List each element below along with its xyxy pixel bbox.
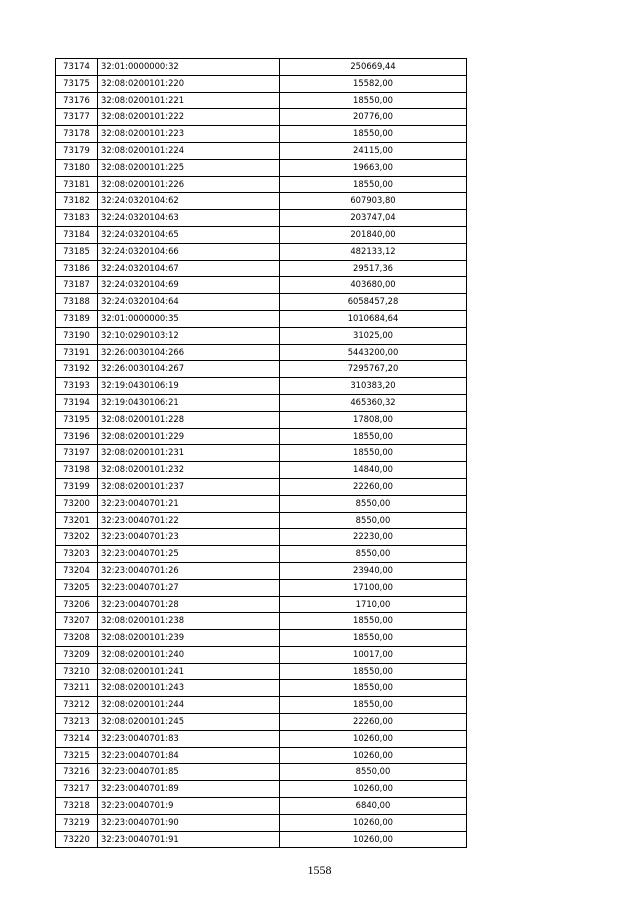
table-row <box>56 445 467 462</box>
table-row <box>56 730 467 747</box>
row-id-cell: 73212 <box>56 697 98 714</box>
row-id-cell: 73197 <box>56 445 98 462</box>
page-number: 1558 <box>307 863 332 877</box>
value-cell: 18550,00 <box>280 663 467 680</box>
table-row <box>56 462 467 479</box>
cadastral-number-cell: 32:10:0290103:12 <box>98 327 280 344</box>
table-row <box>56 159 467 176</box>
cadastral-number-cell: 32:23:0040701:22 <box>98 512 280 529</box>
cadastral-number-cell: 32:24:0320104:62 <box>98 193 280 210</box>
value-cell: 18550,00 <box>280 630 467 647</box>
row-id-cell: 73203 <box>56 546 98 563</box>
table-row <box>56 831 467 848</box>
value-cell: 24115,00 <box>280 142 467 159</box>
cadastral-number-cell: 32:08:0200101:220 <box>98 75 280 92</box>
table-row <box>56 663 467 680</box>
value-cell: 10017,00 <box>280 646 467 663</box>
value-cell: 22260,00 <box>280 714 467 731</box>
row-id-cell: 73213 <box>56 714 98 731</box>
value-cell: 250669,44 <box>280 59 467 76</box>
cadastral-number-cell: 32:23:0040701:85 <box>98 764 280 781</box>
cadastral-number-cell: 32:23:0040701:28 <box>98 596 280 613</box>
row-id-cell: 73211 <box>56 680 98 697</box>
table-row <box>56 529 467 546</box>
row-id-cell: 73182 <box>56 193 98 210</box>
table-row <box>56 142 467 159</box>
row-id-cell: 73190 <box>56 327 98 344</box>
table-row <box>56 126 467 143</box>
cadastral-number-cell: 32:08:0200101:231 <box>98 445 280 462</box>
table-row <box>56 512 467 529</box>
table-row <box>56 562 467 579</box>
row-id-cell: 73208 <box>56 630 98 647</box>
row-id-cell: 73201 <box>56 512 98 529</box>
value-cell: 20776,00 <box>280 109 467 126</box>
table-row <box>56 747 467 764</box>
value-cell: 8550,00 <box>280 495 467 512</box>
table-row <box>56 210 467 227</box>
cadastral-number-cell: 32:08:0200101:224 <box>98 142 280 159</box>
table-row <box>56 226 467 243</box>
table-row <box>56 546 467 563</box>
table-row <box>56 294 467 311</box>
table-row <box>56 680 467 697</box>
table-row <box>56 75 467 92</box>
table-row <box>56 714 467 731</box>
cadastral-number-cell: 32:26:0030104:266 <box>98 344 280 361</box>
cadastral-number-cell: 32:23:0040701:9 <box>98 798 280 815</box>
cadastral-number-cell: 32:08:0200101:226 <box>98 176 280 193</box>
row-id-cell: 73215 <box>56 747 98 764</box>
value-cell: 5443200,00 <box>280 344 467 361</box>
value-cell: 19663,00 <box>280 159 467 176</box>
table-row <box>56 764 467 781</box>
row-id-cell: 73216 <box>56 764 98 781</box>
value-cell: 22260,00 <box>280 478 467 495</box>
data-table <box>55 58 467 848</box>
cadastral-number-cell: 32:08:0200101:244 <box>98 697 280 714</box>
value-cell: 18550,00 <box>280 176 467 193</box>
table-row <box>56 277 467 294</box>
row-id-cell: 73193 <box>56 378 98 395</box>
table-row <box>56 176 467 193</box>
row-id-cell: 73186 <box>56 260 98 277</box>
cadastral-number-cell: 32:08:0200101:223 <box>98 126 280 143</box>
value-cell: 203747,04 <box>280 210 467 227</box>
row-id-cell: 73183 <box>56 210 98 227</box>
table-row <box>56 193 467 210</box>
cadastral-number-cell: 32:23:0040701:27 <box>98 579 280 596</box>
cadastral-number-cell: 32:24:0320104:63 <box>98 210 280 227</box>
table-row <box>56 361 467 378</box>
value-cell: 10260,00 <box>280 781 467 798</box>
cadastral-number-cell: 32:24:0320104:64 <box>98 294 280 311</box>
value-cell: 10260,00 <box>280 747 467 764</box>
cadastral-number-cell: 32:24:0320104:66 <box>98 243 280 260</box>
value-cell: 6058457,28 <box>280 294 467 311</box>
row-id-cell: 73200 <box>56 495 98 512</box>
value-cell: 8550,00 <box>280 546 467 563</box>
row-id-cell: 73181 <box>56 176 98 193</box>
cadastral-number-cell: 32:01:0000000:32 <box>98 59 280 76</box>
value-cell: 15582,00 <box>280 75 467 92</box>
row-id-cell: 73189 <box>56 310 98 327</box>
table-row <box>56 781 467 798</box>
value-cell: 6840,00 <box>280 798 467 815</box>
table-row <box>56 596 467 613</box>
table-row <box>56 814 467 831</box>
row-id-cell: 73176 <box>56 92 98 109</box>
cadastral-number-cell: 32:23:0040701:26 <box>98 562 280 579</box>
table-row <box>56 798 467 815</box>
cadastral-number-cell: 32:23:0040701:23 <box>98 529 280 546</box>
table-row <box>56 646 467 663</box>
cadastral-number-cell: 32:24:0320104:65 <box>98 226 280 243</box>
row-id-cell: 73207 <box>56 613 98 630</box>
value-cell: 22230,00 <box>280 529 467 546</box>
cadastral-number-cell: 32:08:0200101:232 <box>98 462 280 479</box>
value-cell: 403680,00 <box>280 277 467 294</box>
row-id-cell: 73175 <box>56 75 98 92</box>
cadastral-number-cell: 32:08:0200101:239 <box>98 630 280 647</box>
row-id-cell: 73199 <box>56 478 98 495</box>
value-cell: 7295767,20 <box>280 361 467 378</box>
row-id-cell: 73219 <box>56 814 98 831</box>
row-id-cell: 73214 <box>56 730 98 747</box>
cadastral-number-cell: 32:08:0200101:228 <box>98 411 280 428</box>
table-row <box>56 411 467 428</box>
value-cell: 18550,00 <box>280 445 467 462</box>
row-id-cell: 73218 <box>56 798 98 815</box>
table-row <box>56 579 467 596</box>
row-id-cell: 73209 <box>56 646 98 663</box>
value-cell: 10260,00 <box>280 814 467 831</box>
value-cell: 17100,00 <box>280 579 467 596</box>
table-row <box>56 495 467 512</box>
table-row <box>56 310 467 327</box>
cadastral-number-cell: 32:08:0200101:222 <box>98 109 280 126</box>
cadastral-number-cell: 32:23:0040701:90 <box>98 814 280 831</box>
cadastral-number-cell: 32:08:0200101:225 <box>98 159 280 176</box>
cadastral-number-cell: 32:23:0040701:91 <box>98 831 280 848</box>
value-cell: 31025,00 <box>280 327 467 344</box>
row-id-cell: 73210 <box>56 663 98 680</box>
cadastral-number-cell: 32:23:0040701:21 <box>98 495 280 512</box>
table-row <box>56 378 467 395</box>
row-id-cell: 73205 <box>56 579 98 596</box>
cadastral-number-cell: 32:23:0040701:83 <box>98 730 280 747</box>
table-row <box>56 344 467 361</box>
cadastral-number-cell: 32:19:0430106:19 <box>98 378 280 395</box>
row-id-cell: 73178 <box>56 126 98 143</box>
cadastral-number-cell: 32:23:0040701:84 <box>98 747 280 764</box>
row-id-cell: 73220 <box>56 831 98 848</box>
row-id-cell: 73184 <box>56 226 98 243</box>
value-cell: 18550,00 <box>280 697 467 714</box>
value-cell: 18550,00 <box>280 92 467 109</box>
value-cell: 482133,12 <box>280 243 467 260</box>
table-row <box>56 478 467 495</box>
row-id-cell: 73195 <box>56 411 98 428</box>
value-cell: 607903,80 <box>280 193 467 210</box>
cadastral-number-cell: 32:01:0000000:35 <box>98 310 280 327</box>
row-id-cell: 73177 <box>56 109 98 126</box>
row-id-cell: 73179 <box>56 142 98 159</box>
row-id-cell: 73191 <box>56 344 98 361</box>
row-id-cell: 73192 <box>56 361 98 378</box>
table-row <box>56 109 467 126</box>
row-id-cell: 73180 <box>56 159 98 176</box>
row-id-cell: 73174 <box>56 59 98 76</box>
value-cell: 23940,00 <box>280 562 467 579</box>
table-row <box>56 613 467 630</box>
cadastral-number-cell: 32:08:0200101:229 <box>98 428 280 445</box>
row-id-cell: 73204 <box>56 562 98 579</box>
value-cell: 8550,00 <box>280 512 467 529</box>
value-cell: 14840,00 <box>280 462 467 479</box>
row-id-cell: 73202 <box>56 529 98 546</box>
table-row <box>56 327 467 344</box>
cadastral-number-cell: 32:08:0200101:240 <box>98 646 280 663</box>
value-cell: 18550,00 <box>280 126 467 143</box>
value-cell: 465360,32 <box>280 394 467 411</box>
table-row <box>56 243 467 260</box>
row-id-cell: 73206 <box>56 596 98 613</box>
cadastral-number-cell: 32:08:0200101:221 <box>98 92 280 109</box>
table-row <box>56 697 467 714</box>
cadastral-number-cell: 32:08:0200101:237 <box>98 478 280 495</box>
table-row <box>56 394 467 411</box>
row-id-cell: 73196 <box>56 428 98 445</box>
value-cell: 201840,00 <box>280 226 467 243</box>
value-cell: 8550,00 <box>280 764 467 781</box>
cadastral-number-cell: 32:23:0040701:89 <box>98 781 280 798</box>
cadastral-number-cell: 32:08:0200101:238 <box>98 613 280 630</box>
row-id-cell: 73217 <box>56 781 98 798</box>
cadastral-number-cell: 32:08:0200101:241 <box>98 663 280 680</box>
value-cell: 310383,20 <box>280 378 467 395</box>
cadastral-number-cell: 32:08:0200101:245 <box>98 714 280 731</box>
cadastral-number-cell: 32:08:0200101:243 <box>98 680 280 697</box>
table-row <box>56 260 467 277</box>
table-row <box>56 59 467 76</box>
row-id-cell: 73194 <box>56 394 98 411</box>
table-row <box>56 92 467 109</box>
cadastral-number-cell: 32:24:0320104:67 <box>98 260 280 277</box>
table-row <box>56 428 467 445</box>
value-cell: 29517,36 <box>280 260 467 277</box>
cadastral-number-cell: 32:26:0030104:267 <box>98 361 280 378</box>
cadastral-number-cell: 32:23:0040701:25 <box>98 546 280 563</box>
row-id-cell: 73187 <box>56 277 98 294</box>
table-body <box>56 59 467 848</box>
value-cell: 17808,00 <box>280 411 467 428</box>
row-id-cell: 73185 <box>56 243 98 260</box>
value-cell: 18550,00 <box>280 680 467 697</box>
value-cell: 18550,00 <box>280 613 467 630</box>
value-cell: 10260,00 <box>280 831 467 848</box>
value-cell: 1010684,64 <box>280 310 467 327</box>
row-id-cell: 73198 <box>56 462 98 479</box>
cadastral-number-cell: 32:24:0320104:69 <box>98 277 280 294</box>
row-id-cell: 73188 <box>56 294 98 311</box>
value-cell: 10260,00 <box>280 730 467 747</box>
value-cell: 1710,00 <box>280 596 467 613</box>
value-cell: 18550,00 <box>280 428 467 445</box>
cadastral-number-cell: 32:19:0430106:21 <box>98 394 280 411</box>
table-row <box>56 630 467 647</box>
